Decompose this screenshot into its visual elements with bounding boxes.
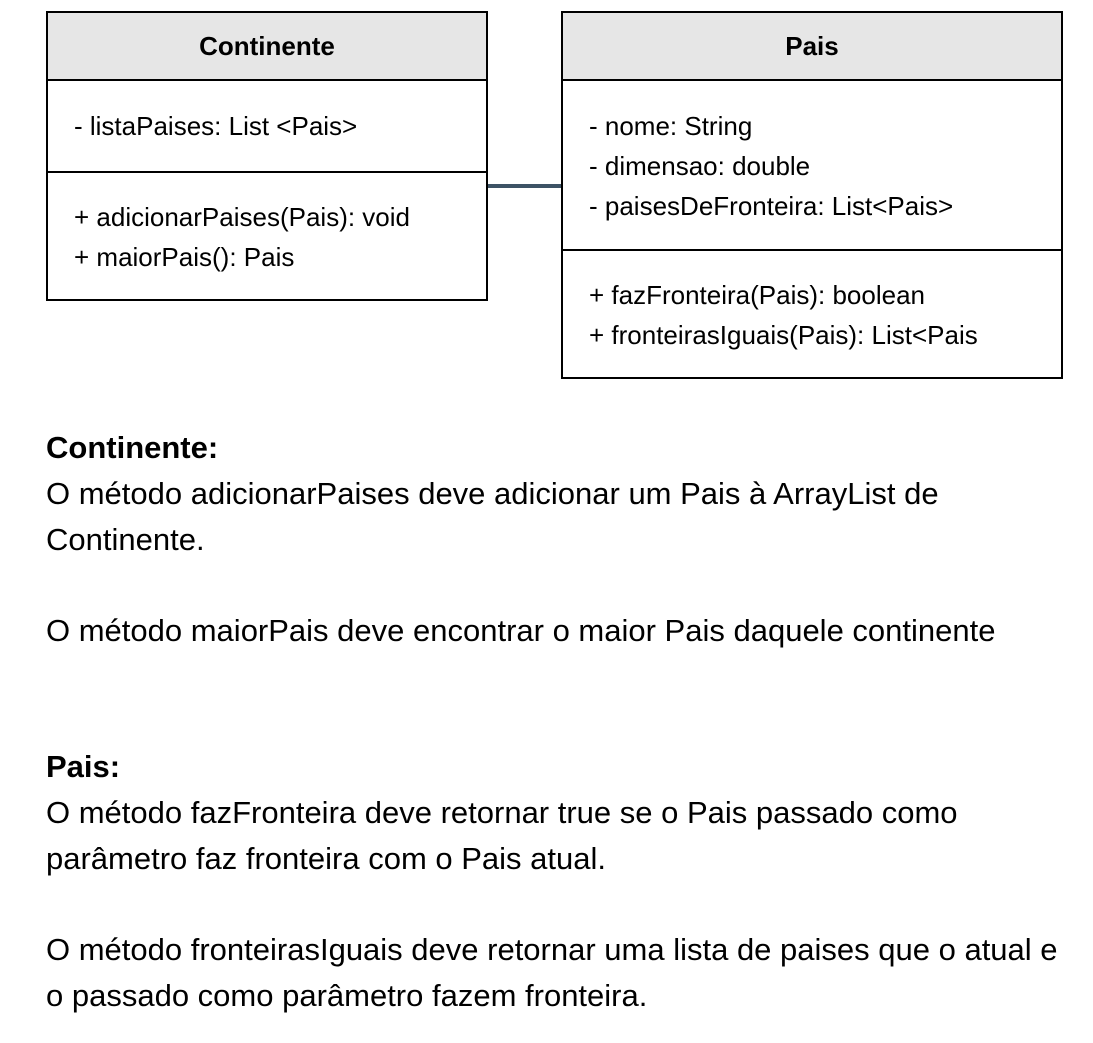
attributes-section-continente (48, 81, 486, 173)
description-paragraph: O método fazFronteira deve retornar true se o Pais passado como parâmetro faz fronteira com o Pais atual. (46, 795, 958, 876)
method: + fronteirasIguais(Pais): List<Pais (589, 320, 978, 350)
description-paragraph-block (46, 608, 1066, 654)
description-paragraph: O método fronteirasIguais deve retornar uma lista de paises que o atual e o passado como parâmetro fazem fronteira. (46, 932, 1058, 1013)
class-name-continente: Continente (48, 13, 486, 81)
class-box-pais (561, 11, 1063, 379)
description-paragraph: O método maiorPais deve encontrar o maior Pais daquele continente (46, 613, 996, 648)
methods-section-continente (48, 173, 486, 277)
class-name-pais: Pais (563, 13, 1061, 81)
description-heading-continente: Continente: (46, 430, 219, 465)
attribute: - nome: String (589, 111, 753, 141)
attribute: - listaPaises: List <Pais> (74, 111, 358, 141)
method: + fazFronteira(Pais): boolean (589, 280, 926, 310)
attributes-section-pais (563, 81, 1061, 251)
attribute: - paisesDeFronteira: List<Pais> (589, 191, 954, 221)
attribute: - dimensao: double (589, 151, 811, 181)
association-line (488, 184, 561, 188)
description-continente (46, 425, 1066, 563)
method: + adicionarPaises(Pais): void (74, 202, 410, 232)
methods-section-pais (563, 251, 1061, 355)
description-heading-pais: Pais: (46, 749, 121, 784)
method: + maiorPais(): Pais (74, 242, 295, 272)
description-pais (46, 744, 1066, 882)
class-box-continente (46, 11, 488, 301)
description-paragraph: O método adicionarPaises deve adicionar um Pais à ArrayList de Continente. (46, 476, 939, 557)
description-paragraph-block (46, 927, 1066, 1019)
